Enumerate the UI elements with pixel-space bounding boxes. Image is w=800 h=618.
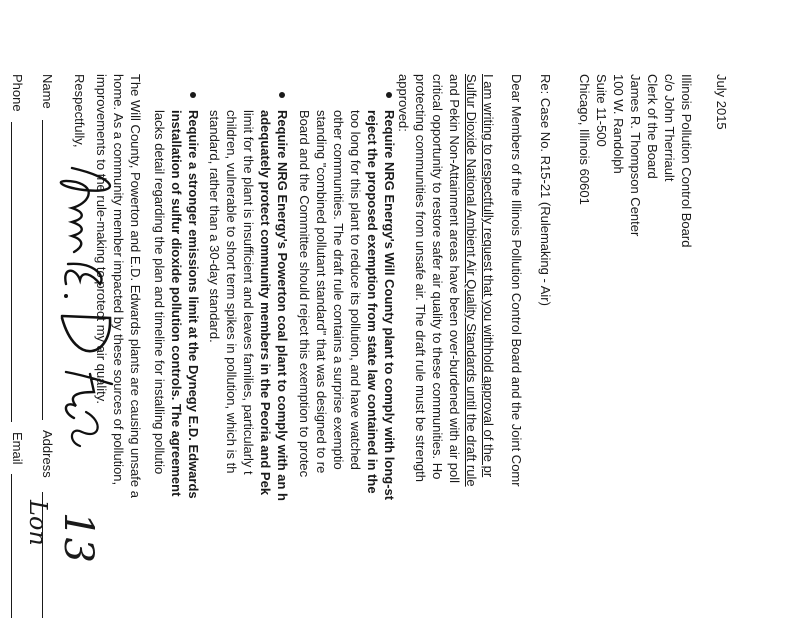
- address-label: Address: [40, 430, 55, 478]
- request-line: Require a stronger emissions limit at the Dynegy E.D. Edwards: [186, 110, 201, 499]
- email-field-line: [11, 474, 12, 618]
- request-line: Require NRG Energy's Powerton coal plant to comply with an h: [275, 110, 290, 501]
- letter-date: July 2015: [714, 74, 729, 130]
- recipient-line: Suite 11-500: [594, 74, 609, 147]
- request-line: Board and the Committee should reject this exemption to protec: [297, 110, 312, 478]
- handwritten-address-street: Lon: [24, 500, 52, 546]
- request-line: standard, rather than a 30-day standard.: [207, 110, 222, 343]
- request-line: limit for the plant is insufficient and leaves families, particularly t: [241, 110, 256, 475]
- request-line: reject the proposed exemption from state law contained in the: [365, 110, 380, 494]
- phone-field-line: [11, 122, 12, 422]
- request-line: too long for this plant to reduce its pollution, and have watched: [348, 110, 363, 470]
- recipient-line: Clerk of the Board: [645, 74, 660, 179]
- request-line: standing "combined pollutant standard" that was designed to re: [314, 110, 329, 474]
- recipient-line: James R. Thompson Center: [628, 74, 643, 237]
- request-line: adequately protect community members in the Peoria and Pek: [258, 110, 273, 496]
- paragraph-line: and Pekin Non-Attainment areas have been over-burdened with air poll: [447, 74, 462, 484]
- paragraph-line: I am writing to respectfully request that you withhold approval of the pr: [481, 74, 496, 478]
- paragraph-line: home. As a community member impacted by these sources of pollution,: [111, 74, 126, 486]
- recipient-line: 100 W. Randolph: [611, 74, 626, 174]
- salutation: Dear Members of the Illinois Pollution Control Board and the Joint Comr: [509, 74, 524, 487]
- email-label: Email: [10, 432, 25, 465]
- handwritten-signature-icon: [42, 160, 134, 450]
- paragraph-line: improvements to the rule-making to protect my air quality.: [94, 74, 109, 404]
- signoff: Respectfully,: [72, 74, 87, 148]
- bullet-icon: [386, 92, 392, 98]
- bullet-icon: [190, 92, 196, 98]
- phone-label: Phone: [10, 74, 25, 112]
- paragraph-line: critical opportunity to restore safer air quality to these communities. Ho: [430, 74, 445, 480]
- recipient-line: Illinois Pollution Control Board: [679, 74, 694, 248]
- recipient-address: [576, 74, 695, 247]
- request-line: children, vulnerable to short term spikes in pollution, which is th: [224, 110, 239, 474]
- request-line: Require NRG Energy's Will County plant to comply with long-st: [382, 110, 397, 501]
- recipient-line: Chicago, Illinois 60601: [577, 74, 592, 205]
- subject-line: Re: Case No. R15-21 (Rulemaking - Air): [538, 74, 553, 306]
- request-line: installation of sulfur dioxide pollution controls. The agreement: [169, 110, 184, 497]
- request-item-edwards: [151, 110, 202, 499]
- paragraph-line: Sulfur Dioxide National Ambient Air Quality Standards until the draft rule: [464, 74, 479, 487]
- paragraph-line: approved:: [396, 74, 411, 132]
- name-label: Name: [40, 74, 55, 109]
- paragraph-line: protecting communities from unsafe air. The draft rule must be strength: [413, 74, 428, 483]
- bullet-icon: [279, 92, 285, 98]
- request-item-powerton: [206, 110, 291, 501]
- intro-paragraph: [395, 74, 497, 487]
- paragraph-line: The Will County, Powerton and E.D. Edwards plants are causing unsafe a: [128, 74, 143, 498]
- recipient-line: c/o John Therriault: [662, 74, 677, 182]
- request-item-will-county: [296, 110, 398, 500]
- handwritten-address-number: 13: [55, 512, 101, 563]
- request-line: lacks detail regarding the plan and timeline for installing pollutio: [152, 110, 167, 475]
- request-line: other communities. The draft rule contains a surprise exemptio: [331, 110, 346, 470]
